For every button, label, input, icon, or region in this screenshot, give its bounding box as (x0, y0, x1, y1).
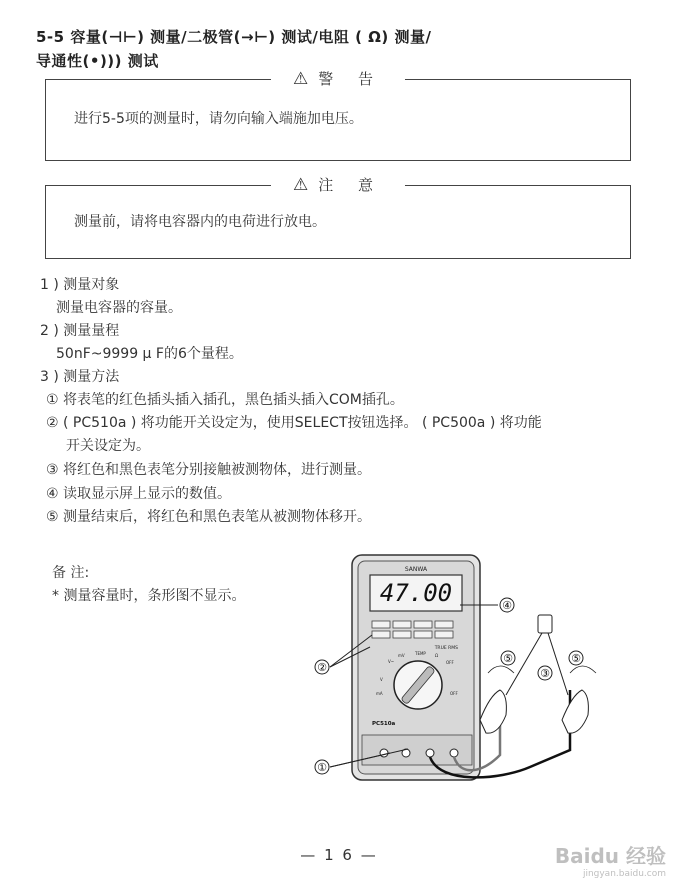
callout-1: ① (317, 761, 327, 774)
caution-triangle-icon: ⚠ (292, 174, 309, 195)
svg-text:V: V (380, 677, 383, 682)
section-1-heading: 1 ) 测量对象 (40, 277, 120, 293)
caution-box-title (271, 174, 405, 195)
svg-text:OFF: OFF (446, 660, 454, 665)
capacitor (538, 615, 552, 633)
callout-3: ③ (540, 667, 550, 680)
step-2-continued: 开关设定为。 (66, 438, 150, 454)
true-rms-label: TRUE RMS (434, 646, 458, 651)
left-hand (480, 690, 506, 733)
warning-box-title (271, 68, 405, 89)
warning-title-text: 警 告 (318, 70, 384, 88)
section-1-body: 测量电容器的容量。 (56, 300, 182, 316)
section-heading-line2: 导通性(•))) 测试 (36, 52, 159, 70)
page-number: — 1 6 — (300, 846, 378, 864)
section-heading-line1: 5-5 容量(⊣⊢) 测量/二极管(→⊢) 测试/电阻 ( Ω) 测量/ (36, 28, 432, 46)
meter-display-value: 47.00 (379, 579, 453, 607)
step-1: ① 将表笔的红色插头插入插孔，黑色插头插入COM插孔。 (46, 392, 404, 408)
watermark (555, 840, 666, 879)
watermark-text: Baidu 经验 (554, 844, 666, 868)
meter-model: PC510a (372, 721, 396, 727)
callout-2: ② (317, 661, 327, 674)
step-3: ③ 将红色和黑色表笔分别接触被测物体，进行测量。 (46, 462, 371, 478)
svg-text:OFF: OFF (450, 691, 458, 696)
svg-text:TEMP: TEMP (415, 651, 426, 656)
caution-title-text: 注 意 (318, 176, 384, 194)
meter-brand: SANWA (404, 566, 428, 573)
multimeter-figure (300, 545, 640, 790)
warning-triangle-icon: ⚠ (292, 68, 309, 89)
svg-text:mV: mV (398, 653, 405, 658)
caution-box (45, 174, 631, 259)
callout-4: ④ (502, 599, 512, 612)
svg-text:V~: V~ (388, 659, 395, 664)
jack-v (450, 749, 458, 757)
section-2-heading: 2 ) 测量量程 (40, 323, 120, 339)
section-3-heading: 3 ) 测量方法 (40, 369, 120, 385)
step-5: ⑤ 测量结束后，将红色和黑色表笔从被测物体移开。 (46, 509, 371, 525)
callout-5-right: ⑤ (571, 652, 581, 665)
jack-a (380, 749, 388, 757)
watermark-sub: jingyan.baidu.com (582, 869, 666, 879)
svg-text:Ω: Ω (435, 653, 439, 658)
section-2-body: 50nF~9999 μ F的6个量程。 (56, 346, 243, 362)
jack-com (426, 749, 434, 757)
note-label: 备 注: (52, 565, 90, 581)
warning-box (45, 68, 631, 161)
step-2: ② ( PC510a ) 将功能开关设定为，使用SELECT按钮选择。 ( PC500a ) 将功能 (46, 415, 542, 431)
svg-text:mA: mA (376, 691, 383, 696)
right-hand (562, 690, 588, 733)
step-4: ④ 读取显示屏上显示的数值。 (46, 486, 232, 502)
caution-text: 测量前，请将电容器内的电荷进行放电。 (74, 214, 326, 230)
callout-5-left: ⑤ (503, 652, 513, 665)
warning-text: 进行5-5项的测量时，请勿向输入端施加电压。 (74, 111, 363, 127)
note-text: * 测量容量时，条形图不显示。 (52, 588, 246, 604)
